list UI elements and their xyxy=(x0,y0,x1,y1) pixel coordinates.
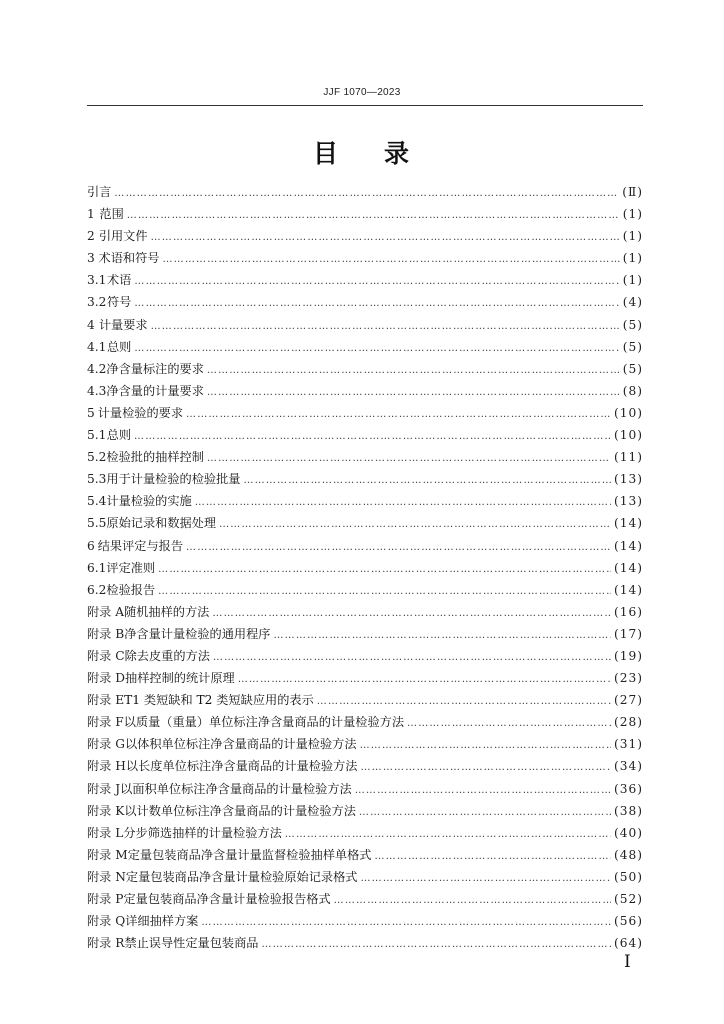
toc-entry-label: 计量检验的实施 xyxy=(106,494,192,509)
toc-entry[interactable] xyxy=(87,247,643,269)
toc-leader-dots xyxy=(374,846,610,868)
toc-leader-dots xyxy=(151,316,620,338)
toc-entry-number: 附录 D xyxy=(87,671,126,686)
toc-leader-dots xyxy=(186,404,611,426)
toc-entry-page: (64) xyxy=(613,936,643,951)
toc-entry-page: (13) xyxy=(613,494,643,509)
toc-entry-number: 附录 E xyxy=(87,693,125,708)
toc-entry-page: (40) xyxy=(613,825,643,840)
toc-entry-number: 5 xyxy=(87,405,95,420)
toc-entry-page: (36) xyxy=(613,781,643,796)
toc-entry-page: (5) xyxy=(622,361,643,376)
toc-entry-label: 结果评定与报告 xyxy=(97,538,184,553)
toc-entry-label: 符号 xyxy=(107,295,132,310)
toc-leader-dots xyxy=(134,426,611,448)
toc-entry-label: 以体积单位标注净含量商品的计量检验方法 xyxy=(125,737,357,752)
toc-entry-number: 4.2 xyxy=(87,361,107,376)
toc-entry-page: (17) xyxy=(613,626,643,641)
toc-entry-label: 定量包装商品净含量计量检验报告格式 xyxy=(123,892,331,906)
toc-entry-page: (23) xyxy=(613,671,643,686)
toc-entry-number: 附录 G xyxy=(87,737,125,752)
toc-entry[interactable] xyxy=(87,910,643,932)
toc-entry[interactable] xyxy=(87,888,643,910)
toc-entry[interactable] xyxy=(87,822,643,844)
toc-entry-page: (38) xyxy=(613,803,643,818)
toc-entry-number: 6.2 xyxy=(87,582,107,597)
toc-leader-dots xyxy=(360,868,610,890)
toc-entry-label: 以面积单位标注净含量商品的计量检验方法 xyxy=(120,781,352,796)
toc-entry-page: (10) xyxy=(613,428,643,443)
toc-entry-page: (1) xyxy=(622,273,643,288)
toc-entry-label: 抽样控制的统计原理 xyxy=(125,671,235,686)
toc-entry-label: 原始记录和数据处理 xyxy=(106,516,217,531)
toc-entry-page: (8) xyxy=(622,383,643,398)
toc-entry-label: 检验报告 xyxy=(106,582,156,597)
toc-entry[interactable] xyxy=(87,667,643,689)
toc-entry-number: 附录 R xyxy=(87,936,125,951)
toc-leader-dots xyxy=(219,514,611,536)
toc-entry[interactable] xyxy=(87,557,643,579)
toc-entry-label: 总则 xyxy=(107,339,132,354)
toc-entry-page: (1) xyxy=(622,229,643,244)
toc-entry-page: (10) xyxy=(613,405,643,420)
toc-entry-label: 计量要求 xyxy=(98,317,148,332)
toc-entry-number: 附录 A xyxy=(87,604,125,619)
toc-leader-dots xyxy=(238,669,611,691)
toc-entry[interactable] xyxy=(87,800,643,822)
toc-leader-dots xyxy=(212,603,611,625)
toc-entry-number: 4.1 xyxy=(87,339,107,354)
toc-entry-page: (56) xyxy=(613,914,643,929)
toc-leader-dots xyxy=(186,537,611,559)
toc-leader-dots xyxy=(207,360,620,382)
toc-entry-page: (19) xyxy=(613,648,643,663)
toc-entry-label: 定量包装商品净含量计量监督检验抽样单格式 xyxy=(127,847,372,862)
toc-entry-number: 4 xyxy=(87,317,95,332)
toc-entry-page: (52) xyxy=(613,892,643,906)
toc-entry-label: 计量检验的要求 xyxy=(97,405,184,420)
toc-entry-page: (14) xyxy=(613,516,643,531)
toc-entry-page: (31) xyxy=(613,737,643,752)
toc-entry-page: (28) xyxy=(613,715,643,730)
toc-leader-dots xyxy=(360,735,611,757)
toc-leader-dots xyxy=(359,802,611,824)
toc-entry-label: 以长度单位标注净含量商品的计量检验方法 xyxy=(125,759,358,774)
toc-leader-dots xyxy=(207,382,620,404)
toc-entry-number: 3.2 xyxy=(87,295,107,310)
toc-entry[interactable] xyxy=(87,689,643,711)
toc-entry[interactable] xyxy=(87,733,643,755)
toc-entry[interactable] xyxy=(87,336,643,358)
toc-entry-page: (14) xyxy=(613,560,643,575)
toc-entry[interactable] xyxy=(87,512,643,534)
toc-entry[interactable] xyxy=(87,490,643,512)
toc-entry-number: 4.3 xyxy=(87,383,107,398)
toc-entry-page: (13) xyxy=(613,472,643,487)
toc-entry-number: 附录 K xyxy=(87,803,125,818)
toc-entry[interactable] xyxy=(87,446,643,468)
toc-title xyxy=(0,134,724,170)
toc-entry[interactable] xyxy=(87,535,643,557)
toc-entry-page: (16) xyxy=(613,604,643,619)
toc-leader-dots xyxy=(134,293,619,315)
toc-leader-dots xyxy=(262,934,611,956)
toc-entry-page: (1) xyxy=(622,207,643,222)
toc-entry[interactable] xyxy=(87,424,643,446)
toc-entry[interactable] xyxy=(87,402,643,424)
toc-entry[interactable] xyxy=(87,314,643,336)
toc-entry-label: 术语和符号 xyxy=(98,251,160,266)
toc-entry[interactable] xyxy=(87,291,643,313)
toc-entry[interactable] xyxy=(87,358,643,380)
toc-entry-page: (48) xyxy=(613,847,643,862)
toc-leader-dots xyxy=(285,824,611,846)
toc-leader-dots xyxy=(207,448,611,470)
toc-entry-number: 3 xyxy=(87,251,95,266)
toc-entry-number: 附录 P xyxy=(87,892,124,906)
toc-leader-dots xyxy=(158,559,611,581)
table-of-contents xyxy=(87,181,643,954)
toc-entry-label: 总则 xyxy=(106,428,132,443)
toc-entry[interactable] xyxy=(87,203,643,225)
toc-entry-page: (34) xyxy=(613,759,643,774)
toc-entry-number: 附录 Q xyxy=(87,914,126,929)
toc-entry-page: (11) xyxy=(613,450,643,465)
toc-leader-dots xyxy=(134,271,619,293)
toc-entry[interactable] xyxy=(87,932,643,954)
toc-entry-page: (14) xyxy=(613,582,643,597)
toc-entry-number: 5.3 xyxy=(87,472,107,487)
document-code-header: JJF 1070—2023 xyxy=(323,87,401,98)
toc-entry[interactable] xyxy=(87,181,643,203)
toc-entry-page: (14) xyxy=(613,538,643,553)
toc-entry[interactable] xyxy=(87,468,643,490)
toc-entry[interactable] xyxy=(87,601,643,623)
toc-entry-label: 评定准则 xyxy=(106,560,156,575)
toc-entry-number: 附录 H xyxy=(87,759,126,774)
toc-leader-dots xyxy=(317,691,611,713)
toc-leader-dots xyxy=(407,713,611,735)
toc-entry[interactable] xyxy=(87,579,643,601)
toc-entry-number: 1 xyxy=(87,207,95,222)
toc-entry[interactable] xyxy=(87,711,643,733)
toc-leader-dots xyxy=(355,780,611,802)
page-number: I xyxy=(624,952,631,972)
toc-entry-page: (4) xyxy=(622,295,643,310)
toc-entry-number: 6.1 xyxy=(87,560,107,575)
toc-entry-label: 以计数单位标注净含量商品的计量检验方法 xyxy=(124,803,356,818)
toc-entry-label: 净含量的计量要求 xyxy=(106,383,204,398)
toc-entry-label: 引用文件 xyxy=(98,229,148,244)
toc-leader-dots xyxy=(213,647,611,669)
toc-entry-label: 除去皮重的方法 xyxy=(124,648,210,663)
toc-leader-dots xyxy=(127,205,620,227)
toc-entry[interactable] xyxy=(87,844,643,866)
toc-entry-label: 禁止误导性定量包装商品 xyxy=(124,936,259,951)
toc-leader-dots xyxy=(158,581,611,603)
toc-entry-number: 附录 M xyxy=(87,847,128,862)
toc-entry[interactable] xyxy=(87,225,643,247)
toc-entry-number: 附录 C xyxy=(87,648,125,663)
toc-entry[interactable] xyxy=(87,755,643,777)
toc-leader-dots xyxy=(195,492,611,514)
header-rule xyxy=(87,105,643,106)
toc-leader-dots xyxy=(273,625,611,647)
toc-entry[interactable] xyxy=(87,866,643,888)
toc-entry-number: 6 xyxy=(87,538,95,553)
toc-title-char-2: 录 xyxy=(384,139,412,168)
toc-entry-number: 2 xyxy=(87,229,95,244)
toc-entry-number: 附录 N xyxy=(87,869,126,884)
toc-entry-label: 用于计量检验的检验批量 xyxy=(106,472,241,487)
toc-entry[interactable] xyxy=(87,269,643,291)
toc-leader-dots xyxy=(162,249,619,271)
toc-entry-page: (27) xyxy=(613,693,643,708)
toc-leader-dots xyxy=(114,183,619,205)
toc-entry-number: 附录 B xyxy=(87,626,125,641)
toc-entry-label: 详细抽样方案 xyxy=(125,914,199,929)
toc-title-char-1: 目 xyxy=(312,139,340,168)
toc-entry-label: T1 类短缺和 T2 类短缺应用的表示 xyxy=(124,693,314,708)
toc-entry-label: 术语 xyxy=(107,273,132,288)
toc-entry-label: 随机抽样的方法 xyxy=(124,604,210,619)
toc-entry-label: 引言 xyxy=(87,185,112,199)
toc-leader-dots xyxy=(360,757,611,779)
toc-entry-label: 以质量（重量）单位标注净含量商品的计量检验方法 xyxy=(123,715,405,730)
toc-entry-number: 5.5 xyxy=(87,516,107,531)
toc-leader-dots xyxy=(243,470,611,492)
toc-entry-label: 分步筛选抽样的计量检验方法 xyxy=(123,825,282,840)
toc-leader-dots xyxy=(151,227,620,249)
toc-entry-label: 净含量标注的要求 xyxy=(106,361,204,376)
toc-entry-number: 5.4 xyxy=(87,494,107,509)
toc-entry-label: 定量包装商品净含量计量检验原始记录格式 xyxy=(125,869,358,884)
toc-leader-dots xyxy=(201,912,611,934)
toc-entry-page: (50) xyxy=(613,869,643,884)
toc-entry-number: 5.1 xyxy=(87,428,107,443)
toc-entry[interactable] xyxy=(87,380,643,402)
toc-entry-page: (5) xyxy=(622,339,643,354)
toc-leader-dots xyxy=(134,338,619,360)
toc-entry-number: 3.1 xyxy=(87,273,107,288)
toc-entry-label: 净含量计量检验的通用程序 xyxy=(124,626,271,641)
toc-entry[interactable] xyxy=(87,623,643,645)
toc-entry-number: 附录 L xyxy=(87,825,124,840)
toc-entry-number: 附录 J xyxy=(87,781,121,796)
toc-entry-page: (5) xyxy=(622,317,643,332)
toc-entry[interactable] xyxy=(87,645,643,667)
toc-entry-number: 附录 F xyxy=(87,715,124,730)
toc-entry-label: 范围 xyxy=(99,207,124,222)
toc-entry-page: (1) xyxy=(622,251,643,266)
toc-entry-number: 5.2 xyxy=(87,450,107,465)
toc-entry-page: (Ⅱ) xyxy=(622,185,643,199)
toc-entry-label: 检验批的抽样控制 xyxy=(106,450,204,465)
toc-leader-dots xyxy=(334,890,611,912)
toc-entry[interactable] xyxy=(87,778,643,800)
